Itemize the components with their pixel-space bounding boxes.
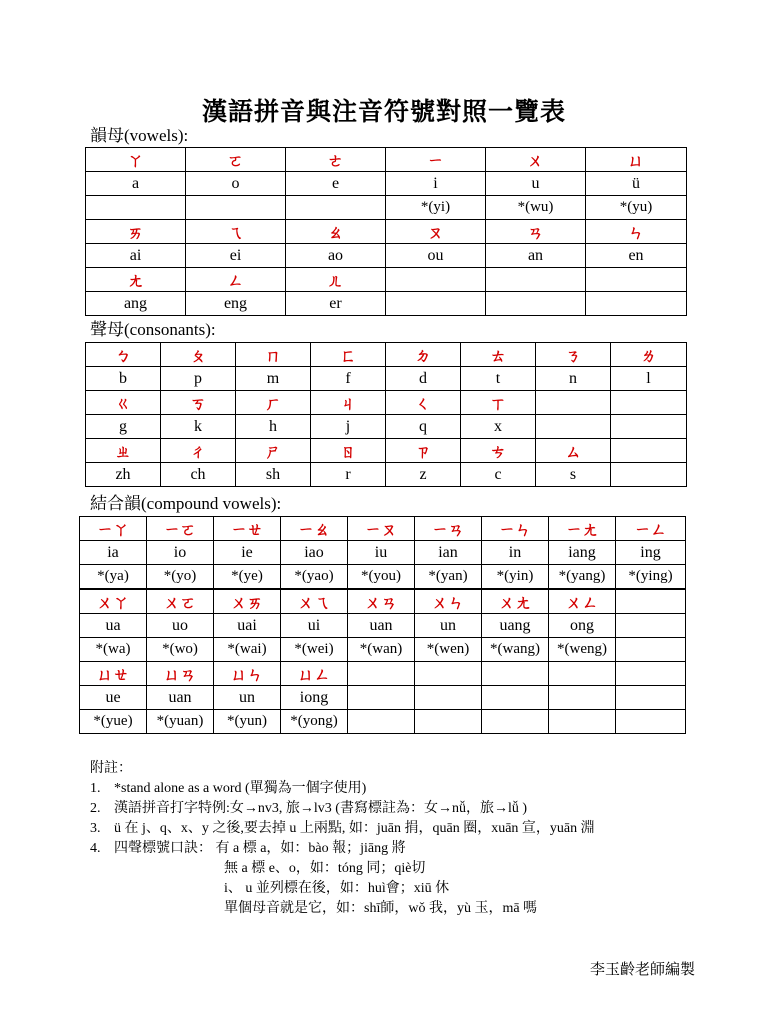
table-row [86,463,687,487]
zhuyin-cell: ㄨㄚ [80,590,147,614]
pinyin-cell: m [236,367,311,391]
zhuyin-cell: ㄌ [611,343,687,367]
standalone-cell [415,710,482,734]
standalone-cell [348,710,415,734]
zhuyin-cell: ㄩㄢ [147,662,214,686]
zhuyin-cell: ㄉ [386,343,461,367]
pinyin-cell: l [611,367,687,391]
pinyin-cell: ü [586,172,687,196]
pinyin-cell [415,686,482,710]
standalone-cell: *(wei) [281,638,348,662]
note-item: 2. 漢語拼音打字特例:女→nv3, 旅→lv3 (書寫標註為：女→nǚ，旅→lǚ ) [90,801,527,816]
zhuyin-cell [536,391,611,415]
zhuyin-cell: ㄋ [536,343,611,367]
pinyin-cell [611,415,687,439]
table-row [86,172,687,196]
pinyin-cell: t [461,367,536,391]
pinyin-cell: k [161,415,236,439]
zhuyin-cell: ㄆ [161,343,236,367]
standalone-cell: *(ya) [80,565,147,589]
zhuyin-cell: ㄩㄣ [214,662,281,686]
table-row [80,517,686,541]
note-item: 4. 四聲標號口訣： 有 a 標 a，如：bào 報；jiāng 將 [90,841,406,856]
standalone-cell: *(yao) [281,565,348,589]
pinyin-cell: f [311,367,386,391]
zhuyin-cell: ㄙ [536,439,611,463]
standalone-cell: *(ying) [616,565,686,589]
standalone-cell: *(wai) [214,638,281,662]
zhuyin-cell: ㄓ [86,439,161,463]
pinyin-cell [348,686,415,710]
zhuyin-cell [616,590,686,614]
compound-vowels-label: 結合韻(compound vowels): [90,494,282,513]
pinyin-cell: e [286,172,386,196]
standalone-cell: *(yo) [147,565,214,589]
zhuyin-cell: ㄨㄢ [348,590,415,614]
standalone-cell: *(yi) [386,196,486,220]
pinyin-cell: s [536,463,611,487]
pinyin-cell: a [86,172,186,196]
zhuyin-cell: ㄘ [461,439,536,463]
vowels-label: 韻母(vowels): [90,126,189,145]
zhuyin-cell: ㄕ [236,439,311,463]
pinyin-cell: ao [286,244,386,268]
zhuyin-cell [616,662,686,686]
pinyin-cell: r [311,463,386,487]
zhuyin-cell: ㄩ [586,148,687,172]
pinyin-cell: un [214,686,281,710]
standalone-cell: *(yuan) [147,710,214,734]
pinyin-cell: an [486,244,586,268]
pinyin-cell: en [586,244,687,268]
pinyin-cell: iong [281,686,348,710]
zhuyin-cell: ㄔ [161,439,236,463]
zhuyin-cell: ㄧㄡ [348,517,415,541]
zhuyin-cell: ㄏ [236,391,311,415]
pinyin-cell: iao [281,541,348,565]
consonants-table [85,342,687,487]
zhuyin-cell: ㄜ [286,148,386,172]
pinyin-cell: un [415,614,482,638]
zhuyin-cell [486,268,586,292]
zhuyin-cell: ㄨ [486,148,586,172]
pinyin-cell: er [286,292,386,316]
zhuyin-cell [415,662,482,686]
standalone-cell: *(wa) [80,638,147,662]
zhuyin-cell: ㄤ [86,268,186,292]
pinyin-cell: g [86,415,161,439]
pinyin-cell: c [461,463,536,487]
pinyin-cell: ei [186,244,286,268]
zhuyin-cell: ㄨㄥ [549,590,616,614]
note-continuation: i、 u 並列標在後，如：huì會；xiū 休 [224,881,450,896]
table-row [80,710,686,734]
zhuyin-cell [611,391,687,415]
pinyin-cell: ie [214,541,281,565]
zhuyin-cell: ㄧㄣ [482,517,549,541]
standalone-cell [86,196,186,220]
pinyin-cell [536,415,611,439]
pinyin-cell: j [311,415,386,439]
table-row [80,541,686,565]
compound-vowels-i-table [79,516,686,589]
standalone-cell: *(yang) [549,565,616,589]
standalone-cell: *(yun) [214,710,281,734]
zhuyin-cell: ㄧㄤ [549,517,616,541]
pinyin-cell: zh [86,463,161,487]
pinyin-cell: uang [482,614,549,638]
standalone-cell [286,196,386,220]
standalone-cell: *(yue) [80,710,147,734]
zhuyin-cell: ㄧㄠ [281,517,348,541]
note-continuation: 無 a 標 e、o，如：tóng 同；qiè切 [224,861,426,876]
standalone-cell [482,710,549,734]
pinyin-cell: ang [86,292,186,316]
pinyin-cell [386,292,486,316]
pinyin-cell: q [386,415,461,439]
pinyin-cell: u [486,172,586,196]
zhuyin-cell [586,268,687,292]
author-credit: 李玉齡老師編製 [590,962,696,978]
zhuyin-cell: ㄇ [236,343,311,367]
pinyin-cell: ai [86,244,186,268]
table-row [86,343,687,367]
zhuyin-cell: ㄢ [486,220,586,244]
zhuyin-cell: ㄑ [386,391,461,415]
zhuyin-cell: ㄟ [186,220,286,244]
notes-heading: 附註： [90,761,132,776]
pinyin-cell: ui [281,614,348,638]
zhuyin-cell: ㄠ [286,220,386,244]
table-row [80,590,686,614]
standalone-cell: *(you) [348,565,415,589]
zhuyin-cell: ㄧㄛ [147,517,214,541]
standalone-cell: *(yong) [281,710,348,734]
zhuyin-cell: ㄨㄛ [147,590,214,614]
pinyin-cell: h [236,415,311,439]
pinyin-cell: p [161,367,236,391]
standalone-cell [616,710,686,734]
pinyin-cell: ue [80,686,147,710]
zhuyin-cell [549,662,616,686]
table-row [86,439,687,463]
pinyin-cell: ian [415,541,482,565]
pinyin-cell: uai [214,614,281,638]
table-row [80,614,686,638]
pinyin-cell [549,686,616,710]
pinyin-cell: x [461,415,536,439]
standalone-cell: *(wu) [486,196,586,220]
note-continuation: 單個母音就是它，如：shī師，wǒ 我，yù 玉，mā 嗎 [224,901,538,916]
zhuyin-cell: ㄦ [286,268,386,292]
zhuyin-cell: ㄈ [311,343,386,367]
zhuyin-cell: ㄅ [86,343,161,367]
pinyin-cell [482,686,549,710]
zhuyin-cell: ㄩㄝ [80,662,147,686]
pinyin-cell: ch [161,463,236,487]
vowels-table [85,147,687,316]
pinyin-cell: i [386,172,486,196]
pinyin-cell: ou [386,244,486,268]
zhuyin-cell: ㄡ [386,220,486,244]
standalone-cell: *(wo) [147,638,214,662]
zhuyin-cell: ㄐ [311,391,386,415]
pinyin-cell [611,463,687,487]
pinyin-cell: o [186,172,286,196]
zhuyin-cell: ㄛ [186,148,286,172]
zhuyin-cell: ㄧㄝ [214,517,281,541]
pinyin-cell: ua [80,614,147,638]
table-row [86,292,687,316]
zhuyin-cell: ㄩㄥ [281,662,348,686]
compound-vowels-u-table [79,589,686,734]
zhuyin-cell [386,268,486,292]
pinyin-cell: iu [348,541,415,565]
standalone-cell: *(yin) [482,565,549,589]
zhuyin-cell: ㄨㄤ [482,590,549,614]
standalone-cell [186,196,286,220]
zhuyin-cell: ㄚ [86,148,186,172]
zhuyin-cell: ㄍ [86,391,161,415]
pinyin-cell: uan [147,686,214,710]
zhuyin-cell: ㄥ [186,268,286,292]
standalone-cell: *(wen) [415,638,482,662]
table-row [86,196,687,220]
pinyin-cell: d [386,367,461,391]
table-row [80,638,686,662]
zhuyin-cell: ㄒ [461,391,536,415]
pinyin-cell: ong [549,614,616,638]
zhuyin-cell: ㄧㄚ [80,517,147,541]
note-item: 3. ü 在 j、q、x、y 之後,要去掉 u 上兩點, 如：juān 捐，quān 圈，xuān 宣，yuān 淵 [90,821,595,836]
pinyin-cell: n [536,367,611,391]
standalone-cell: *(ye) [214,565,281,589]
standalone-cell: *(wan) [348,638,415,662]
zhuyin-cell: ㄞ [86,220,186,244]
table-row [86,148,687,172]
zhuyin-cell [611,439,687,463]
pinyin-cell: iang [549,541,616,565]
zhuyin-cell: ㄖ [311,439,386,463]
table-row [86,415,687,439]
pinyin-cell: uan [348,614,415,638]
standalone-cell: *(yu) [586,196,687,220]
table-row [86,367,687,391]
zhuyin-cell: ㄧ [386,148,486,172]
zhuyin-cell [348,662,415,686]
zhuyin-cell: ㄊ [461,343,536,367]
zhuyin-cell: ㄨㄣ [415,590,482,614]
pinyin-cell [486,292,586,316]
standalone-cell: *(weng) [549,638,616,662]
table-row [86,268,687,292]
consonants-label: 聲母(consonants): [90,320,216,339]
pinyin-cell: sh [236,463,311,487]
zhuyin-cell: ㄧㄥ [616,517,686,541]
zhuyin-cell: ㄨㄞ [214,590,281,614]
zhuyin-cell: ㄣ [586,220,687,244]
standalone-cell [616,638,686,662]
zhuyin-cell [482,662,549,686]
table-row [80,565,686,589]
table-row [86,220,687,244]
pinyin-cell: in [482,541,549,565]
pinyin-cell: uo [147,614,214,638]
notes [90,759,595,919]
pinyin-cell [586,292,687,316]
pinyin-cell: z [386,463,461,487]
pinyin-cell: b [86,367,161,391]
page-title: 漢語拼音與注音符號對照一覽表 [201,99,566,126]
note-item: 1. *stand alone as a word (單獨為一個字使用) [90,781,367,796]
pinyin-cell: ing [616,541,686,565]
table-row [86,244,687,268]
pinyin-cell: ia [80,541,147,565]
table-row [86,391,687,415]
zhuyin-cell: ㄗ [386,439,461,463]
pinyin-cell: eng [186,292,286,316]
zhuyin-cell: ㄎ [161,391,236,415]
pinyin-cell [616,614,686,638]
pinyin-cell: io [147,541,214,565]
pinyin-cell [616,686,686,710]
zhuyin-cell: ㄧㄢ [415,517,482,541]
standalone-cell: *(yan) [415,565,482,589]
table-row [80,686,686,710]
standalone-cell [549,710,616,734]
standalone-cell: *(wang) [482,638,549,662]
zhuyin-cell: ㄨㄟ [281,590,348,614]
table-row [80,662,686,686]
